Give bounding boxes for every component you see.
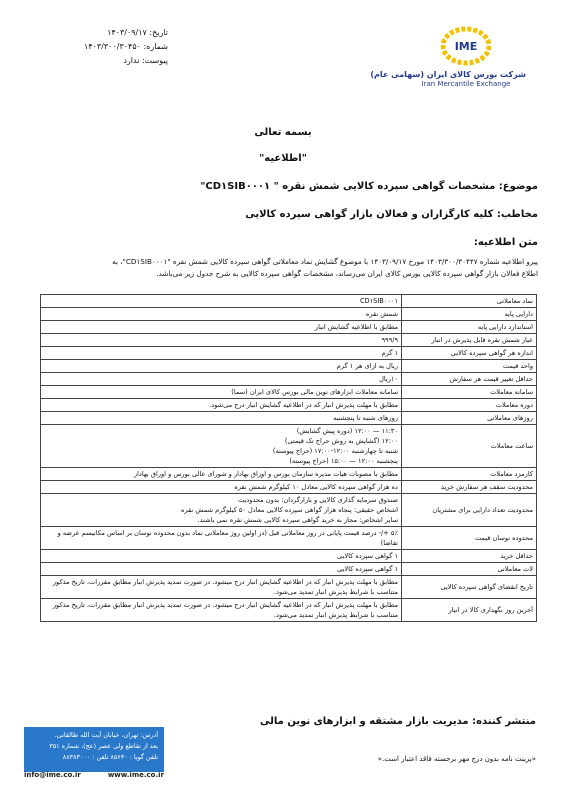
row-value-line: شنبه تا چهارشنبه ۱۲:۰۰-۱۷:۰۰ (حراج پیوسته) — [272, 447, 398, 455]
table-row — [41, 360, 537, 373]
row-label: حداقل خرید — [402, 550, 537, 563]
table-row — [41, 373, 537, 386]
table-row — [41, 563, 537, 576]
row-value-line: پنجشنبه ۱۲:۰۰ — ۱۵:۰۰ (حراج پیوسته) — [289, 457, 398, 465]
row-label: محدوده نوسان قیمت — [402, 527, 537, 550]
row-value-line: ریال به ازای هر ۱ گرم — [336, 362, 398, 370]
row-value — [41, 425, 402, 468]
row-label: محدودیت سقف هر سفارش خرید — [402, 481, 537, 494]
email-link[interactable]: info@ime.co.ir — [24, 771, 81, 779]
row-value-line: CD۱SIB۰۰۰۱ — [359, 297, 398, 305]
row-value — [41, 308, 402, 321]
row-value-line: اشخاص حقیقی: پنجاه هزار گواهی سپرده کالایی معادل ۵۰ کیلوگرم شمش نقره — [180, 506, 398, 514]
row-label: دارایی پایه — [402, 308, 537, 321]
row-value-line: ۱ گواهی سپرده کالایی — [337, 565, 398, 573]
table-row — [41, 412, 537, 425]
table-row — [41, 599, 537, 622]
number-value: ۱۴۰۳/۳۰۰/۳۰۴۵۰ — [83, 42, 141, 51]
row-label: روزهای معاملاتی — [402, 412, 537, 425]
row-value — [41, 481, 402, 494]
row-value-line: ۱۱:۳۰ — ۱۲:۰۰ (دوره پیش گشایش) — [296, 427, 398, 435]
address-box — [24, 727, 164, 772]
row-value — [41, 295, 402, 308]
date-label: تاریخ: — [149, 28, 168, 37]
row-value — [41, 399, 402, 412]
row-value — [41, 360, 402, 373]
text-title: متن اطلاعیه: — [473, 237, 538, 248]
print-note: «پرینت نامه بدون درج مهر برجسته فاقد اعتبار است.» — [377, 755, 536, 763]
row-value — [41, 412, 402, 425]
row-value-line: روزهای شنبه تا پنجشنبه — [333, 414, 398, 422]
number-label: شماره: — [143, 42, 168, 51]
row-value-line: متناسب با شرایط پذیرش انبار تمدید می‌شود. — [273, 588, 398, 596]
row-value — [41, 386, 402, 399]
row-value-line: ۱۰ریال — [379, 375, 398, 383]
letter-meta — [58, 26, 168, 68]
row-value-line: ده هزار گواهی سپرده کالایی معادل ۱۰ کیلوگرم شمش نقره — [234, 483, 398, 491]
table-row — [41, 399, 537, 412]
row-label: آخرین روز نگهداری کالا در انبار — [402, 599, 537, 622]
row-value-line: مطابق با مصوبات هیات مدیره سازمان بورس و اوراق بهادار و شورای عالی بورس و اوراق بهادار — [133, 470, 398, 478]
table-row — [41, 481, 537, 494]
specs-table — [40, 294, 537, 622]
audience-line: مخاطب: کلیه کارگزاران و فعالان بازار گواهی سپرده کالایی — [245, 209, 538, 220]
table-row — [41, 334, 537, 347]
table-row — [41, 576, 537, 599]
attachment-value: ندارد — [123, 56, 140, 65]
table-row — [41, 308, 537, 321]
date-value: ۱۴۰۳/۰۹/۱۷ — [107, 28, 147, 37]
row-label: اندازه هر گواهی سپرده کالایی — [402, 347, 537, 360]
row-label: ساعت معاملات — [402, 425, 537, 468]
row-value-line: مطابق با مهلت پذیرش انبار که در اطلاعیه گشایش انبار درج میشود. در صورت تمدید پذیرش انبار مطابق مقررات، تاریخ مذکور — [52, 601, 398, 609]
table-row — [41, 494, 537, 527]
announcement-title: "اطلاعیه" — [259, 153, 307, 164]
row-value-line: ۹۹۹/۹ — [381, 336, 398, 344]
row-value-line: ۱ گواهی سپرده کالایی — [337, 552, 398, 560]
row-value-line: ۵٪ +/- درصد قیمت پایانی در روز معاملاتی قبل (در اولین روز معاملاتی نماد بدون محدوده نوسان بر اساس مکانیسم عرضه و تقاضا) — [57, 529, 398, 547]
row-value-line: ۱ گرم — [381, 349, 398, 357]
number-line — [58, 40, 168, 54]
company-name-fa: شرکت بورس کالای ایران (سهامی عام) — [370, 70, 526, 79]
row-label: سامانه معاملات — [402, 386, 537, 399]
row-value — [41, 347, 402, 360]
row-value — [41, 468, 402, 481]
address-line: آدرس: تهران، خیابان آیت الله طالقانی، — [54, 731, 158, 739]
row-label: لات معاملاتی — [402, 563, 537, 576]
row-value-line: صندوق سرمایه گذاری کالایی و بازارگردان: بدون محدودیت — [238, 496, 398, 504]
row-label: واحد قیمت — [402, 360, 537, 373]
row-label: عیار شمش نقره قابل پذیرش در انبار — [402, 334, 537, 347]
row-value-line: متناسب با شرایط پذیرش انبار تمدید می‌شود. — [273, 611, 398, 619]
website-link[interactable]: www.ime.co.ir — [107, 771, 164, 779]
row-value-line: مطابق با مهلت پذیرش انبار که در اطلاعیه گشایش انبار درج میشود. در صورت تمدید پذیرش انبار مطابق مقررات، تاریخ مذکور — [52, 578, 398, 586]
bismillah: بسمه تعالی — [254, 127, 312, 138]
row-value-line: سامانه معاملات ابزارهای نوین مالی بورس کالای ایران (سما) — [231, 388, 398, 396]
row-label: استاندارد دارایی پایه — [402, 321, 537, 334]
table-row — [41, 527, 537, 550]
table-row — [41, 321, 537, 334]
row-label: محدودیت تعداد دارایی برای مشتریان — [402, 494, 537, 527]
row-label: نماد معاملاتی — [402, 295, 537, 308]
row-value — [41, 334, 402, 347]
row-label: دوره معاملات — [402, 399, 537, 412]
address-line: بعد از تقاطع ولی عصر (عج)، شماره ۳۵۱ — [49, 742, 158, 750]
ime-logo-icon — [441, 26, 491, 66]
body-line-1: پیرو اطلاعیه شماره ۱۴۰۳/۳۰۰/۳۰۴۴۷ مورخ ۱۴۰۳/۰۹/۱۷ با موضوع گشایش نماد معاملاتی گواهی سپرده کالایی شمش نقره "CD۱SIB۰۰۰۱"، به — [112, 257, 538, 266]
date-line — [58, 26, 168, 40]
row-value-line: شمش نقره — [365, 310, 398, 318]
row-value — [41, 373, 402, 386]
body-paragraph — [18, 256, 538, 280]
table-row — [41, 425, 537, 468]
body-line-2: اطلاع فعالان بازار گواهی سپرده کالایی بورس کالای ایران می‌رساند، مشخصات گواهی سپرده کالایی به شرح جدول زیر می‌باشد. — [156, 269, 538, 278]
ime-logo-mark — [441, 26, 491, 66]
specs-table-body — [41, 295, 537, 622]
row-value-line: سایر اشخاص: مجاز به خرید گواهی سپرده کالایی شمش نقره نمی باشند. — [197, 516, 398, 524]
table-row — [41, 468, 537, 481]
row-value-line: مطابق با مهلت پذیرش انبار که در اطلاعیه گشایش انبار درج می‌شود. — [209, 401, 398, 409]
company-name-en: Iran Mercantile Exchange — [421, 80, 511, 88]
logo-mark-text: IME — [454, 40, 478, 53]
table-row — [41, 347, 537, 360]
table-row — [41, 550, 537, 563]
table-row — [41, 386, 537, 399]
row-label: حداقل تغییر قیمت هر سفارش — [402, 373, 537, 386]
row-label: تاریخ انقضای گواهی سپرده کالایی — [402, 576, 537, 599]
address-line: تلفن گویا : ۸۵۶۴۰ تلفن : ۸۸۳۸۳۰۰۰ — [62, 753, 158, 761]
row-value — [41, 563, 402, 576]
row-value — [41, 599, 402, 622]
ime-logo — [370, 26, 526, 88]
contact-line — [24, 771, 164, 783]
attachment-line — [58, 54, 168, 68]
row-value — [41, 494, 402, 527]
publisher: منتشر کننده: مدیریت بازار مشتقه و ابزارهای نوین مالی — [260, 716, 536, 727]
row-value-line: ۱۲:۰۰ (گشایش به روش حراج تک قیمتی) — [284, 437, 398, 445]
row-label: کارمزد معاملات — [402, 468, 537, 481]
row-value — [41, 527, 402, 550]
row-value-line: مطابق با اطلاعیه گشایش انبار — [314, 323, 398, 331]
row-value — [41, 550, 402, 563]
table-row — [41, 295, 537, 308]
row-value — [41, 576, 402, 599]
attachment-label: پیوست: — [141, 56, 168, 65]
subject-line: موضوع: مشخصات گواهی سپرده کالایی شمش نقره " CD۱SIB۰۰۰۱" — [200, 181, 538, 192]
row-value — [41, 321, 402, 334]
